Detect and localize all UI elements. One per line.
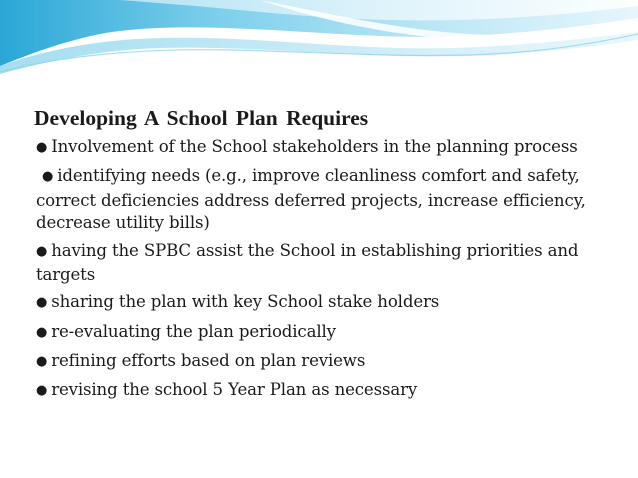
bullet-dot-icon: ● [36, 382, 48, 398]
slide-body [36, 106, 616, 408]
bullet-dot-icon: ● [36, 243, 48, 259]
bullet-item: ● sharing the plan with key School stake holders [36, 292, 440, 312]
bullet-list [36, 136, 616, 404]
bullet-item: ● having the SPBC assist the School in establishing priorities and targets [36, 240, 579, 285]
header-wave-decoration [0, 0, 638, 80]
bullet-dot-icon: ● [36, 295, 48, 311]
bullet-dot-icon: ● [36, 353, 48, 369]
bullet-item: ● re-evaluating the plan periodically [36, 321, 336, 341]
bullet-item: ● refining efforts based on plan reviews [36, 350, 366, 370]
bullet-item: ● identifying needs (e.g., improve cleanliness comfort and safety, correct deficiencies address deferred projects, increase efficiency, decrease utility bills) [36, 166, 586, 233]
slide-heading: Developing A School Plan Requires [34, 106, 369, 130]
bullet-item: ● revising the school 5 Year Plan as necessary [36, 379, 418, 399]
bullet-dot-icon: ● [36, 140, 48, 155]
bullet-item: ● Involvement of the School stakeholders in the planning process [36, 137, 578, 156]
bullet-dot-icon: ● [42, 169, 54, 185]
bullet-dot-icon: ● [36, 324, 48, 340]
